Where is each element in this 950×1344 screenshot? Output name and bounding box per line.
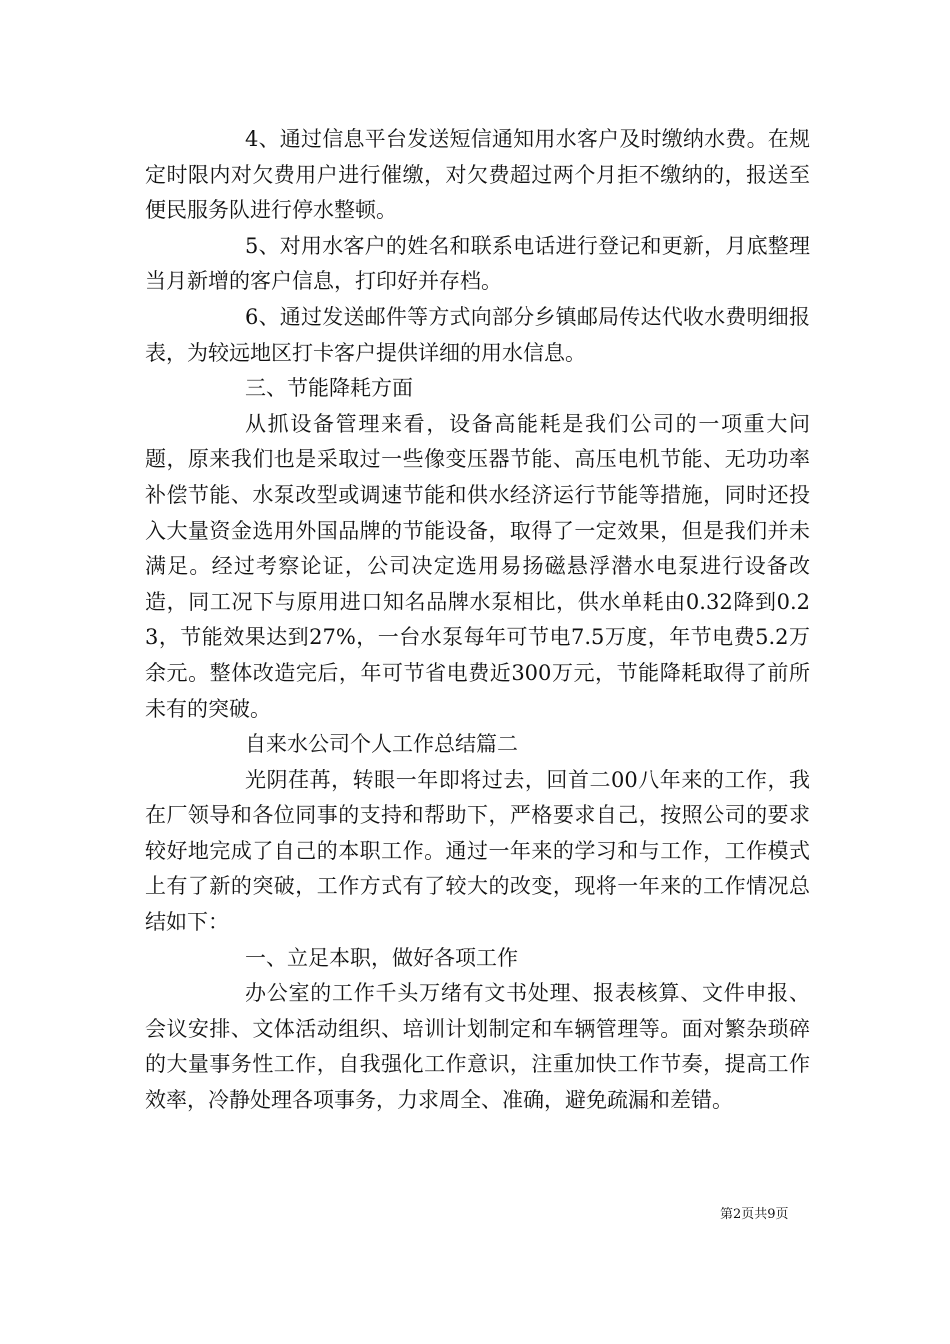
paragraph-item-4: 4、通过信息平台发送短信通知用水客户及时缴纳水费。在规定时限内对欠费用户进行催缴，对欠费超过两个月拒不缴纳的，报送至便民服务队进行停水整顿。 (145, 127, 810, 223)
paragraph-item-5: 5、对用水客户的姓名和联系电话进行登记和更新，月底整理当月新增的客户信息，打印好并存档。 (145, 233, 810, 294)
section-heading-one: 一、立足本职，做好各项工作 (245, 945, 518, 970)
paragraph-intro-part-two: 光阴荏苒，转眼一年即将过去，回首二00八年来的工作，我在厂领导和各位同事的支持和帮助下，严格要求自己，按照公司的要求较好地完成了自己的本职工作。通过一年来的学习和与工作，工作模式上有了新的突破，工作方式有了较大的改变，现将一年来的工作情况总结如下： (145, 767, 810, 935)
page-indicator: 第2页共9页 (720, 1207, 789, 1222)
article-title-part-two: 自来水公司个人工作总结篇二 (245, 732, 518, 757)
document-body (145, 122, 810, 1119)
paragraph-energy-saving: 从抓设备管理来看，设备高能耗是我们公司的一项重大问题，原来我们也是采取过一些像变压器节能、高压电机节能、无功功率补偿节能、水泵改型或调速节能和供水经济运行节能等措施，同时还投入大量资金选用外国品牌的节能设备，取得了一定效果，但是我们并未满足。经过考察论证，公司决定选用易扬磁悬浮潜水电泵进行设备改造，同工况下与原用进口知名品牌水泵相比，供水单耗由0.32降到0.23，节能效果达到27%，一台水泵每年可节电7.5万度，年节电费5.2万余元。整体改造完后，年可节省电费近300万元，节能降耗取得了前所未有的突破。 (145, 411, 810, 721)
section-heading-energy-saving: 三、节能降耗方面 (245, 376, 413, 401)
paragraph-item-6: 6、通过发送邮件等方式向部分乡镇邮局传达代收水费明细报表，为较远地区打卡客户提供详细的用水信息。 (145, 304, 810, 365)
paragraph-office-work: 办公室的工作千头万绪有文书处理、报表核算、文件申报、会议安排、文体活动组织、培训计划制定和车辆管理等。面对繁杂琐碎的大量事务性工作，自我强化工作意识，注重加快工作节奏，提高工作效率，冷静处理各项事务，力求周全、准确，避免疏漏和差错。 (145, 981, 810, 1113)
